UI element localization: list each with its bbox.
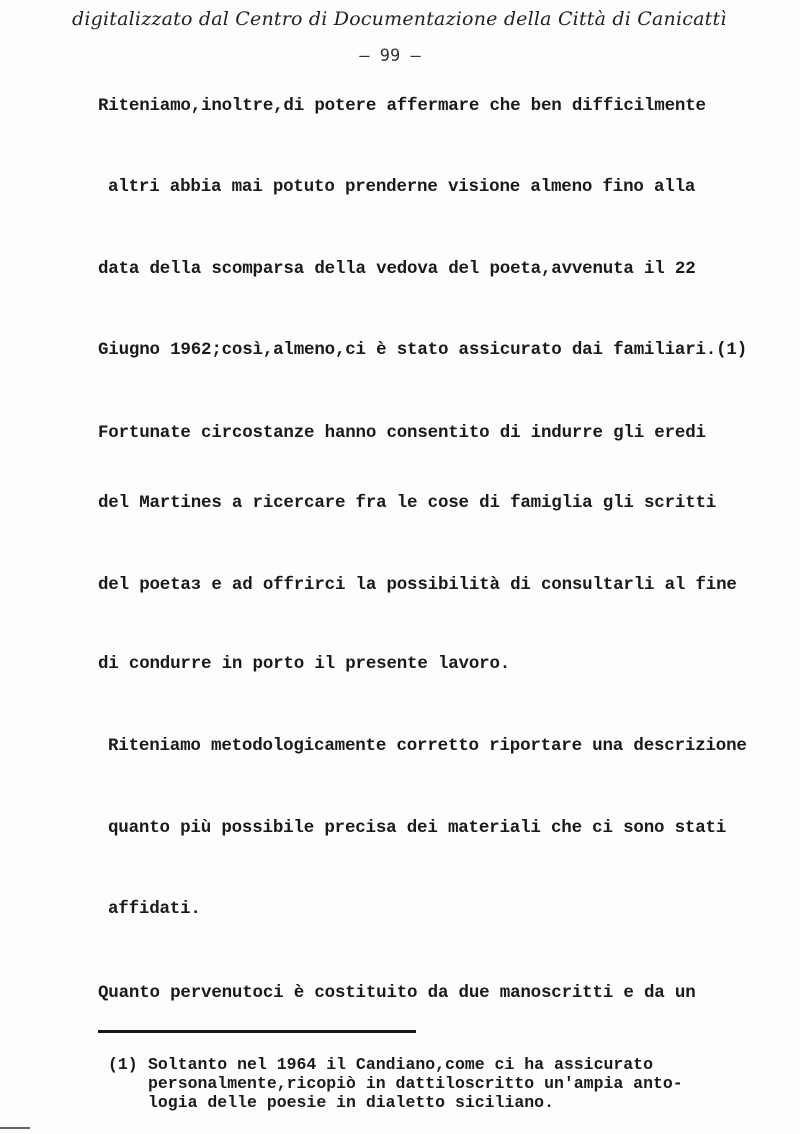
body-line: del Martines a ricercare fra le cose di famiglia gli scritti xyxy=(98,493,717,513)
footnote-text xyxy=(148,1055,683,1112)
body-line: Giugno 1962;così,almeno,ci è stato assicurato dai familiari.(1) xyxy=(98,340,748,360)
footnote xyxy=(108,1055,683,1112)
body-line: Quanto pervenutoci è costituito da due manoscritti e da un xyxy=(98,983,696,1003)
body-line: Fortunate circostanze hanno consentito di indurre gli eredi xyxy=(98,423,706,443)
footnote-marker: (1) xyxy=(108,1055,138,1074)
scan-edge-mark xyxy=(0,1127,30,1129)
page-number: – 99 – xyxy=(359,46,421,66)
body-line: data della scomparsa della vedova del poeta,avvenuta il 22 xyxy=(98,259,696,279)
footnote-line: Soltanto nel 1964 il Candiano,come ci ha assicurato xyxy=(148,1055,653,1074)
body-line: affidati. xyxy=(108,899,201,919)
body-line: quanto più possibile precisa dei materiali che ci sono stati xyxy=(108,818,727,838)
footnote-line: personalmente,ricopiò in dattiloscritto un'ampia anto- xyxy=(148,1074,683,1093)
digitization-watermark: digitalizzato dal Centro di Documentazione della Città di Canicattì xyxy=(72,8,727,30)
body-line: altri abbia mai potuto prenderne visione almeno fino alla xyxy=(108,177,696,197)
body-line: Riteniamo metodologicamente corretto riportare una descrizione xyxy=(108,736,747,756)
body-line: del poetaз e ad offrirci la possibilità di consultarli al fine xyxy=(98,575,737,595)
footnote-line: logia delle poesie in dialetto siciliano. xyxy=(148,1093,554,1112)
body-line: di condurre in porto il presente lavoro. xyxy=(98,654,511,674)
footnote-separator xyxy=(98,1030,416,1033)
body-line: Riteniamo,inoltre,di potere affermare che ben difficilmente xyxy=(98,96,706,116)
